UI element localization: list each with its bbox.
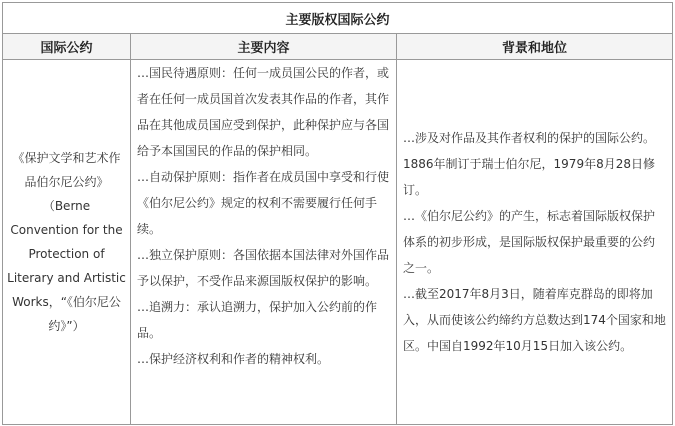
content-item-retroactivity: …追溯力：承认追溯力，保护加入公约前的作品。: [137, 300, 378, 340]
background-item-origin: …涉及对作品及其作者权利的保护的国际公约。1886年制订于瑞士伯尔尼，1979年8月28日修订。: [403, 131, 656, 197]
background-item-membership: …截至2017年8月3日，随着库克群岛的即将加入，从而使该公约缔约方总数达到174个国家和地区。中国自1992年10月15日加入该公约。: [403, 287, 666, 353]
table-title: 主要版权国际公约: [3, 3, 673, 34]
header-background: 背景和地位: [397, 34, 673, 60]
content-item-independent-protection: …独立保护原则：各国依据本国法律对外国作品予以保护，不受作品来源国版权保护的影响。: [137, 248, 390, 288]
header-convention: 国际公约: [3, 34, 131, 60]
content-item-national-treatment: …国民待遇原则：任何一成员国公民的作者，或者在任何一成员国首次发表其作品的作者，其作品在其他成员国应受到保护，此种保护应与各国给予本国国民的作品的保护相同。: [137, 66, 390, 158]
table-row: [3, 60, 673, 425]
background-item-significance: …《伯尔尼公约》的产生，标志着国际版权保护体系的初步形成，是国际版权保护最重要的公约之一。: [403, 209, 656, 275]
background-cell: [397, 60, 673, 425]
convention-name: 《保护文学和艺术作品伯尔尼公约》（Berne Convention for the Protection of Literary and Artistic Works，“《伯尔尼公约》”）: [3, 60, 131, 425]
content-item-moral-rights: …保护经济权利和作者的精神权利。: [137, 352, 330, 366]
main-content-cell: [131, 60, 397, 425]
content-item-automatic-protection: …自动保护原则：指作者在成员国中享受和行使《伯尔尼公约》规定的权利不需要履行任何手续。: [137, 170, 390, 236]
header-row: [3, 34, 673, 60]
conventions-table: [2, 2, 673, 425]
header-main-content: 主要内容: [131, 34, 397, 60]
